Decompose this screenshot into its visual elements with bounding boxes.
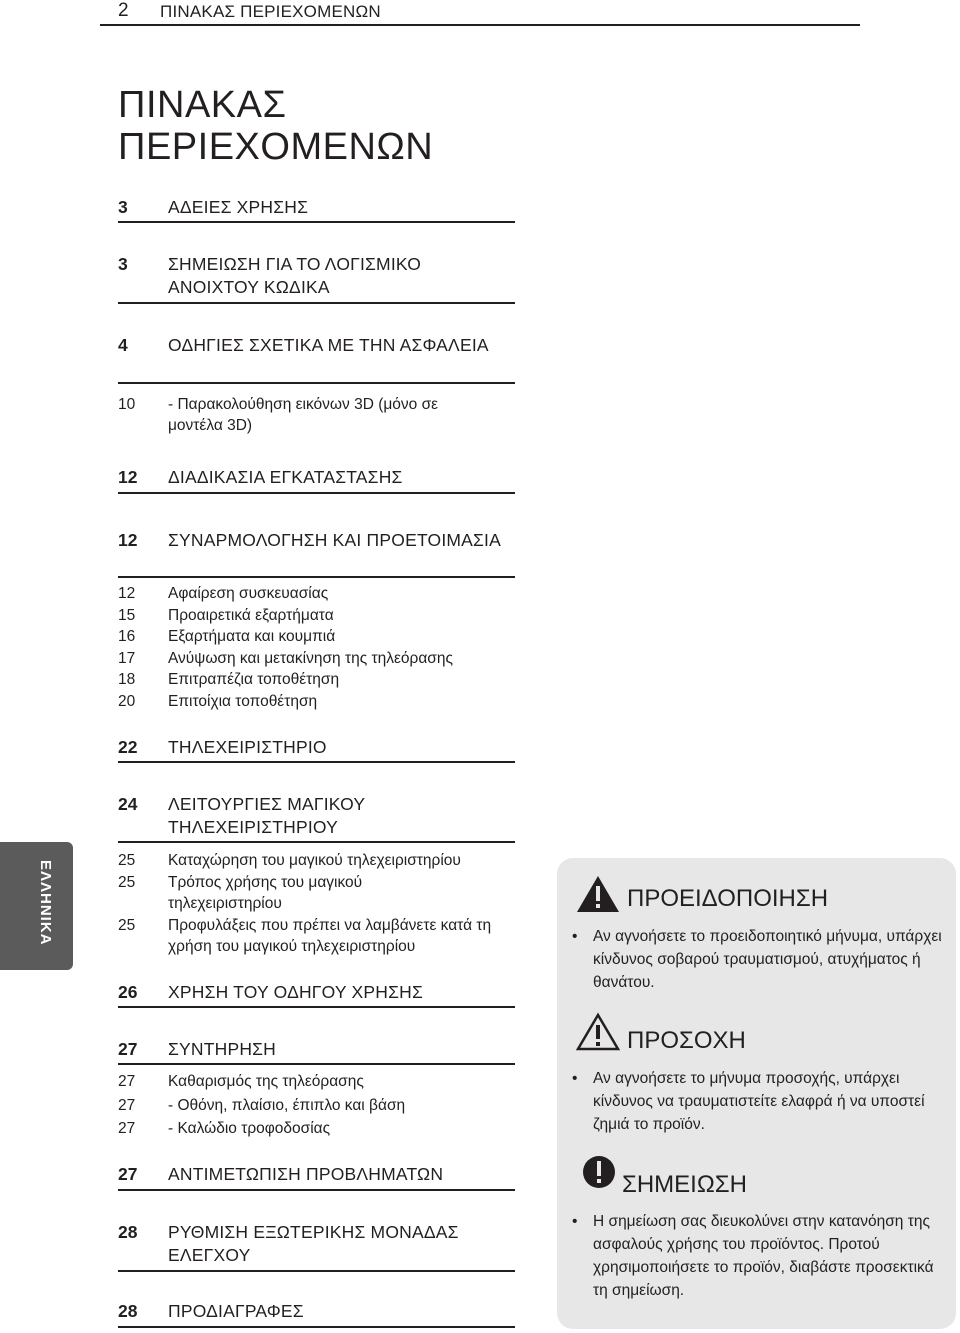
toc-entry-text: Αφαίρεση συσκευασίας — [168, 585, 329, 602]
page-header — [0, 0, 960, 24]
toc-page-number: 27 — [118, 1164, 138, 1184]
toc-page-number: 25 — [118, 917, 136, 934]
toc-page-number: 3 — [118, 254, 128, 274]
toc-page-number: 25 — [118, 874, 136, 891]
toc-entry-text: Καθαρισμός της τηλεόρασης — [168, 1073, 364, 1090]
toc-page-number: 3 — [118, 197, 128, 217]
warning-triangle-icon — [575, 874, 621, 914]
toc-entry-text: Εξαρτήματα και κουμπιά — [168, 628, 336, 645]
toc-page-number: 12 — [118, 530, 138, 550]
toc-rule — [118, 492, 515, 494]
language-tab — [0, 842, 73, 970]
toc-page-number: 22 — [118, 737, 138, 757]
toc-page-number: 4 — [118, 335, 128, 355]
toc-rule — [118, 221, 515, 223]
toc-entry-text: ΑΝΤΙΜΕΤΩΠΙΣΗ ΠΡΟΒΛΗΜΑΤΩΝ — [168, 1164, 444, 1184]
toc-entry-text: ΧΡΗΣΗ ΤΟΥ ΟΔΗΓΟΥ ΧΡΗΣΗΣ — [168, 982, 423, 1002]
caution-title: ΠΡΟΣΟΧΗ — [627, 1027, 746, 1054]
toc-page-number: 12 — [118, 467, 138, 487]
header-rule — [100, 24, 860, 26]
toc-page-number: 27 — [118, 1120, 136, 1137]
toc-rule — [118, 1326, 515, 1328]
toc-page-number: 26 — [118, 982, 138, 1002]
caution-text: Αν αγνοήσετε το μήνυμα προσοχής, υπάρχει κίνδυνος να τραυματιστείτε ελαφρά ή να υποστεί ζημιά το προϊόν. — [593, 1070, 925, 1133]
toc-entry-text: ΔΙΑΔΙΚΑΣΙΑ ΕΓΚΑΤΑΣΤΑΣΗΣ — [168, 467, 403, 487]
toc-entry-text: ΣΥΝΑΡΜΟΛΟΓΗΣΗ ΚΑΙ ΠΡΟΕΤΟΙΜΑΣΙΑ — [168, 530, 501, 550]
toc-page-number: 10 — [118, 396, 136, 413]
toc-page-number: 27 — [118, 1097, 136, 1114]
toc-entry-text: Προφυλάξεις που πρέπει να λαμβάνετε κατά τη χρήση του μαγικού τηλεχειριστηρίου — [168, 917, 492, 955]
toc-page-number: 24 — [118, 794, 138, 814]
toc-page-number: 16 — [118, 628, 136, 645]
toc-entry-text: - Παρακολούθηση εικόνων 3D (μόνο σε μοντέλα 3D) — [168, 396, 439, 434]
toc-rule — [118, 1006, 515, 1008]
toc-entry-text: ΡΥΘΜΙΣΗ ΕΞΩΤΕΡΙΚΗΣ ΜΟΝΑΔΑΣ ΕΛΕΓΧΟΥ — [168, 1222, 459, 1265]
toc-entry-text: - Οθόνη, πλαίσιο, έπιπλο και βάση — [168, 1097, 406, 1114]
caution-triangle-icon — [575, 1012, 621, 1052]
page-title — [118, 84, 518, 168]
notice-box — [557, 858, 956, 1329]
toc-page-number: 27 — [118, 1073, 136, 1090]
page-title-line2: ΠΕΡΙΕΧΟΜΕΝΩΝ — [118, 126, 434, 168]
toc-entry-text: ΣΗΜΕΙΩΣΗ ΓΙΑ ΤΟ ΛΟΓΙΣΜΙΚΟ ΑΝΟΙΧΤΟΥ ΚΩΔΙΚΑ — [168, 254, 422, 297]
bullet-icon: • — [572, 1213, 578, 1230]
toc-rule — [118, 1189, 515, 1191]
toc-entry-text: ΑΔΕΙΕΣ ΧΡΗΣΗΣ — [168, 197, 309, 217]
note-exclamation-icon — [582, 1155, 616, 1189]
toc-rule — [118, 576, 515, 578]
toc-rule — [118, 841, 515, 843]
toc-entry-text: ΠΡΟΔΙΑΓΡΑΦΕΣ — [168, 1301, 304, 1321]
toc-page-number: 15 — [118, 607, 136, 624]
toc-page-number: 28 — [118, 1222, 138, 1242]
toc-rule — [118, 302, 515, 304]
bullet-icon: • — [572, 928, 578, 945]
toc-entry-text: ΤΗΛΕΧΕΙΡΙΣΤΗΡΙΟ — [168, 737, 327, 757]
toc-rule — [118, 1270, 515, 1272]
toc-page-number: 27 — [118, 1039, 138, 1059]
toc-entry-text: Καταχώρηση του μαγικού τηλεχειριστηρίου — [168, 852, 461, 869]
toc-entry-text: ΣΥΝΤΗΡΗΣΗ — [168, 1039, 277, 1059]
toc-page-number: 20 — [118, 693, 136, 710]
warning-title: ΠΡΟΕΙΔΟΠΟΙΗΣΗ — [627, 885, 829, 912]
toc-page-number: 25 — [118, 852, 136, 869]
toc-entry-text: Επιτοίχια τοποθέτηση — [168, 693, 318, 710]
toc-entry-text: Τρόπος χρήσης του μαγικού τηλεχειριστηρίου — [168, 874, 363, 912]
toc-rule — [118, 761, 515, 763]
language-tab-label: ΕΛΛΗΝΙΚΑ — [37, 860, 54, 946]
toc-entry-text: ΛΕΙΤΟΥΡΓΙΕΣ ΜΑΓΙΚΟΥ ΤΗΛΕΧΕΙΡΙΣΤΗΡΙΟΥ — [168, 794, 365, 837]
toc-page-number: 18 — [118, 671, 136, 688]
page-number: 2 — [118, 0, 129, 21]
toc-entry-text: Επιτραπέζια τοποθέτηση — [168, 671, 340, 688]
toc-entry-text: - Καλώδιο τροφοδοσίας — [168, 1120, 331, 1137]
bullet-icon: • — [572, 1070, 578, 1087]
toc-entry-text: Προαιρετικά εξαρτήματα — [168, 607, 334, 624]
toc-entry-text: Ανύψωση και μετακίνηση της τηλεόρασης — [168, 650, 453, 667]
toc-rule — [118, 1063, 515, 1065]
toc-rule — [118, 382, 515, 384]
header-title: ΠΙΝΑΚΑΣ ΠΕΡΙΕΧΟΜΕΝΩΝ — [160, 2, 381, 21]
warning-text: Αν αγνοήσετε το προειδοποιητικό μήνυμα, υπάρχει κίνδυνος σοβαρού τραυματισμού, ατυχήματος ή θανάτου. — [593, 928, 942, 991]
page-title-line1: ΠΙΝΑΚΑΣ — [118, 84, 287, 126]
note-title: ΣΗΜΕΙΩΣΗ — [622, 1171, 747, 1198]
toc-entry-text: ΟΔΗΓΙΕΣ ΣΧΕΤΙΚΑ ΜΕ ΤΗΝ ΑΣΦΑΛΕΙΑ — [168, 335, 489, 355]
toc-page-number: 17 — [118, 650, 136, 667]
toc-page-number: 12 — [118, 585, 136, 602]
toc-page-number: 28 — [118, 1301, 138, 1321]
note-text: Η σημείωση σας διευκολύνει στην κατανόηση της ασφαλούς χρήσης του προϊόντος. Προτού χρησιμοποιήσετε το προϊόν, διαβάστε προσεκτικά τη σημείωση. — [593, 1213, 934, 1299]
